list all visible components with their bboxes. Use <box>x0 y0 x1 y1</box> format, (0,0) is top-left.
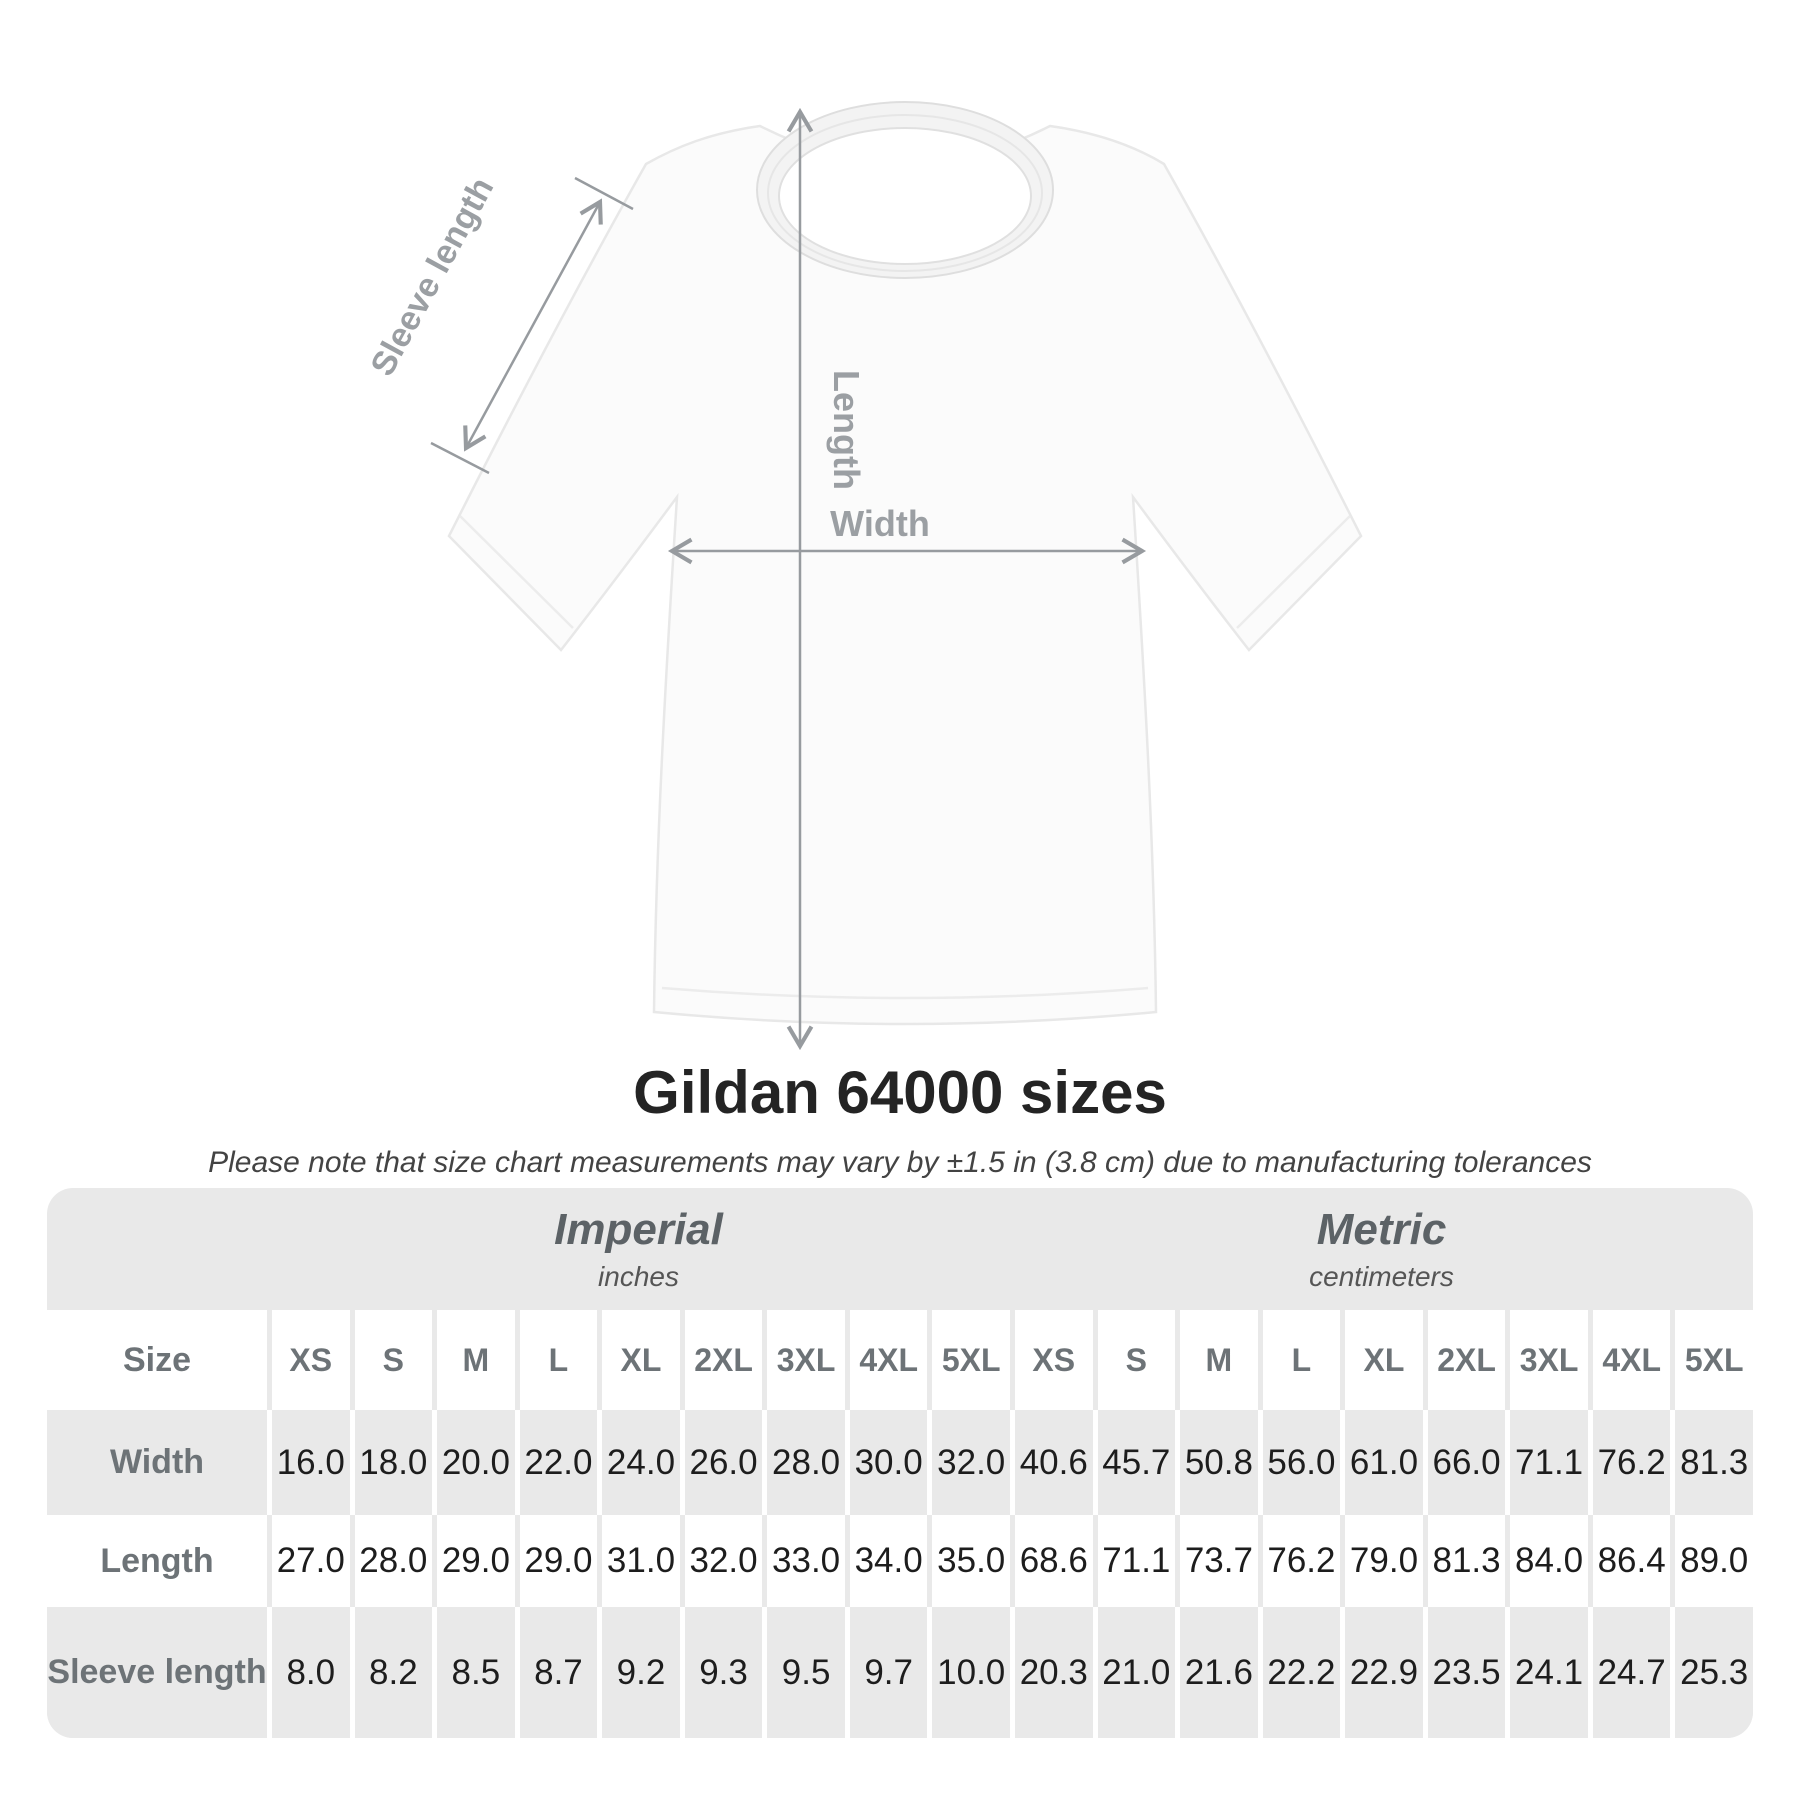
size-col-header: 2XL <box>680 1310 763 1410</box>
size-col-header: 3XL <box>762 1310 845 1410</box>
value-cell: 56.0 <box>1258 1410 1341 1515</box>
value-cell: 32.0 <box>927 1410 1010 1515</box>
metric-title: Metric <box>1316 1205 1447 1254</box>
value-cell: 29.0 <box>515 1515 598 1607</box>
value-cell: 34.0 <box>845 1515 928 1607</box>
value-cell: 81.3 <box>1423 1515 1506 1607</box>
value-cell: 45.7 <box>1093 1410 1176 1515</box>
unit-band <box>47 1188 1753 1310</box>
size-col-header: M <box>1175 1310 1258 1410</box>
value-cell: 89.0 <box>1670 1515 1753 1607</box>
size-col-header: 4XL <box>1588 1310 1671 1410</box>
value-cell: 66.0 <box>1423 1410 1506 1515</box>
value-cell: 76.2 <box>1588 1410 1671 1515</box>
value-cell: 33.0 <box>762 1515 845 1607</box>
imperial-unit: inches <box>598 1261 679 1292</box>
metric-unit: centimeters <box>1309 1261 1454 1292</box>
size-col-header: XL <box>1340 1310 1423 1410</box>
table-row-sleeve-length <box>47 1607 1753 1738</box>
width-label: Width <box>830 503 930 544</box>
value-cell: 30.0 <box>845 1410 928 1515</box>
value-cell: 32.0 <box>680 1515 763 1607</box>
value-cell: 8.0 <box>267 1607 350 1738</box>
value-cell: 22.0 <box>515 1410 598 1515</box>
value-cell: 73.7 <box>1175 1515 1258 1607</box>
value-cell: 86.4 <box>1588 1515 1671 1607</box>
value-cell: 26.0 <box>680 1410 763 1515</box>
value-cell: 24.1 <box>1505 1607 1588 1738</box>
sleeve-tick-top <box>575 178 633 209</box>
value-cell: 61.0 <box>1340 1410 1423 1515</box>
value-cell: 18.0 <box>350 1410 433 1515</box>
value-cell: 50.8 <box>1175 1410 1258 1515</box>
metric-header <box>1010 1188 1753 1310</box>
value-cell: 9.3 <box>680 1607 763 1738</box>
value-cell: 24.7 <box>1588 1607 1671 1738</box>
value-cell: 84.0 <box>1505 1515 1588 1607</box>
value-cell: 23.5 <box>1423 1607 1506 1738</box>
value-cell: 29.0 <box>432 1515 515 1607</box>
value-cell: 9.7 <box>845 1607 928 1738</box>
size-col-header: L <box>1258 1310 1341 1410</box>
value-cell: 8.5 <box>432 1607 515 1738</box>
size-col-header: M <box>432 1310 515 1410</box>
size-col-header: 5XL <box>927 1310 1010 1410</box>
size-col-header: XS <box>267 1310 350 1410</box>
size-col-header: 3XL <box>1505 1310 1588 1410</box>
value-cell: 24.0 <box>597 1410 680 1515</box>
value-cell: 76.2 <box>1258 1515 1341 1607</box>
row-label: Sleeve length <box>47 1607 267 1738</box>
value-cell: 10.0 <box>927 1607 1010 1738</box>
value-cell: 16.0 <box>267 1410 350 1515</box>
size-col-header: XS <box>1010 1310 1093 1410</box>
imperial-title: Imperial <box>554 1205 723 1254</box>
row-label: Length <box>47 1515 267 1607</box>
value-cell: 71.1 <box>1093 1515 1176 1607</box>
value-cell: 9.5 <box>762 1607 845 1738</box>
row-label: Width <box>47 1410 267 1515</box>
value-cell: 71.1 <box>1505 1410 1588 1515</box>
value-cell: 35.0 <box>927 1515 1010 1607</box>
value-cell: 22.2 <box>1258 1607 1341 1738</box>
size-header-row <box>47 1310 1753 1410</box>
size-table <box>47 1188 1753 1738</box>
value-cell: 25.3 <box>1670 1607 1753 1738</box>
page-title: Gildan 64000 sizes <box>633 1059 1167 1126</box>
size-col-header: 2XL <box>1423 1310 1506 1410</box>
value-cell: 40.6 <box>1010 1410 1093 1515</box>
sleeve-tick-bottom <box>431 443 489 473</box>
size-corner-label: Size <box>47 1310 267 1410</box>
size-col-header: 5XL <box>1670 1310 1753 1410</box>
value-cell: 28.0 <box>350 1515 433 1607</box>
size-col-header: S <box>350 1310 433 1410</box>
value-cell: 81.3 <box>1670 1410 1753 1515</box>
value-cell: 22.9 <box>1340 1607 1423 1738</box>
value-cell: 20.3 <box>1010 1607 1093 1738</box>
size-col-header: L <box>515 1310 598 1410</box>
size-col-header: S <box>1093 1310 1176 1410</box>
value-cell: 8.7 <box>515 1607 598 1738</box>
size-col-header: XL <box>597 1310 680 1410</box>
value-cell: 31.0 <box>597 1515 680 1607</box>
value-cell: 8.2 <box>350 1607 433 1738</box>
value-cell: 20.0 <box>432 1410 515 1515</box>
size-col-header: 4XL <box>845 1310 928 1410</box>
value-cell: 28.0 <box>762 1410 845 1515</box>
table-row-length <box>47 1515 1753 1607</box>
value-cell: 79.0 <box>1340 1515 1423 1607</box>
value-cell: 27.0 <box>267 1515 350 1607</box>
value-cell: 9.2 <box>597 1607 680 1738</box>
length-label: Length <box>826 370 867 490</box>
page-subtitle: Please note that size chart measurements may vary by ±1.5 in (3.8 cm) due to manufacturing tolerances <box>208 1146 1592 1179</box>
imperial-header <box>267 1188 1010 1310</box>
value-cell: 21.6 <box>1175 1607 1258 1738</box>
value-cell: 68.6 <box>1010 1515 1093 1607</box>
value-cell: 21.0 <box>1093 1607 1176 1738</box>
table-row-width <box>47 1410 1753 1515</box>
collar-inner <box>779 128 1031 264</box>
sleeve-length-label: Sleeve length <box>363 171 502 383</box>
